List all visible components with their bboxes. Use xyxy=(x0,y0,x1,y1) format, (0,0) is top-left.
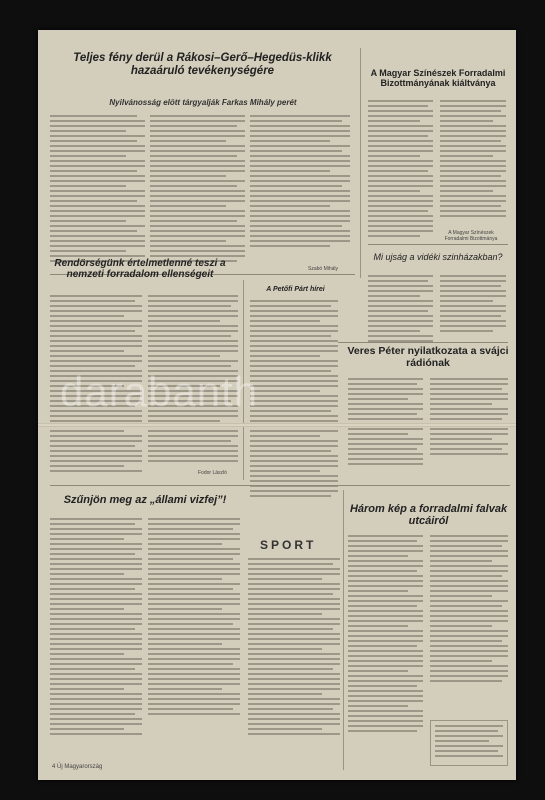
harom-col2 xyxy=(430,535,508,685)
right-top-signature: A Magyar Színészek Forradalmi Bizottmánya xyxy=(444,230,498,242)
sport-heading: SPORT xyxy=(260,538,317,552)
main-article-col3 xyxy=(250,115,350,250)
harom-headline: Három kép a forradalmi falvak utcáiról xyxy=(349,503,508,528)
petofi-headline: A Petőfi Párt hírei xyxy=(266,286,325,293)
veres-col2 xyxy=(430,378,508,458)
right-top-col2 xyxy=(440,100,506,220)
main-subhead: Nyilvánosság elött tárgyalják Farkas Mihály perét xyxy=(109,98,297,107)
main-article-col1 xyxy=(50,115,145,265)
main-signature: Szabó Mihály xyxy=(308,266,339,272)
vizfej-col1 xyxy=(50,518,142,738)
vizfej-headline: Szűnjön meg az „állami vizfej”! xyxy=(63,494,227,506)
watermark-text: darabanth xyxy=(60,368,259,415)
police-headline: Rendörségünk értelmetlenné teszi a nemzeti forradalom ellenségeit xyxy=(54,258,226,281)
main-headline: Teljes fény derül a Rákosi–Gerő–Hegedüs-klikk hazaáruló tevékenységére xyxy=(73,52,332,77)
section-rule xyxy=(368,244,508,245)
veres-headline: Veres Péter nyilatkozata a svájci rádiónak xyxy=(347,345,509,369)
section-rule xyxy=(338,342,508,343)
police-signature: Fodor László xyxy=(198,470,227,476)
paper-fold xyxy=(38,423,516,427)
imprint-box xyxy=(430,720,508,766)
harom-col1 xyxy=(348,535,423,735)
petofi-col xyxy=(250,300,338,500)
vizfej-col2 xyxy=(148,518,240,718)
section-rule xyxy=(50,485,510,486)
theaters-col2 xyxy=(440,275,506,335)
column-rule xyxy=(343,490,344,770)
theaters-col1 xyxy=(368,275,433,345)
sport-col xyxy=(248,558,340,738)
right-top-col1 xyxy=(368,100,433,240)
theaters-headline: Mi ujság a vidéki szinházakban? xyxy=(373,252,503,262)
footer-page-label: 4 Új Magyarország xyxy=(52,764,103,770)
column-rule xyxy=(360,48,361,278)
main-article-col2 xyxy=(150,115,245,265)
right-top-headline: A Magyar Színészek Forradalmi Bizottmányának kiáltványa xyxy=(370,68,506,89)
